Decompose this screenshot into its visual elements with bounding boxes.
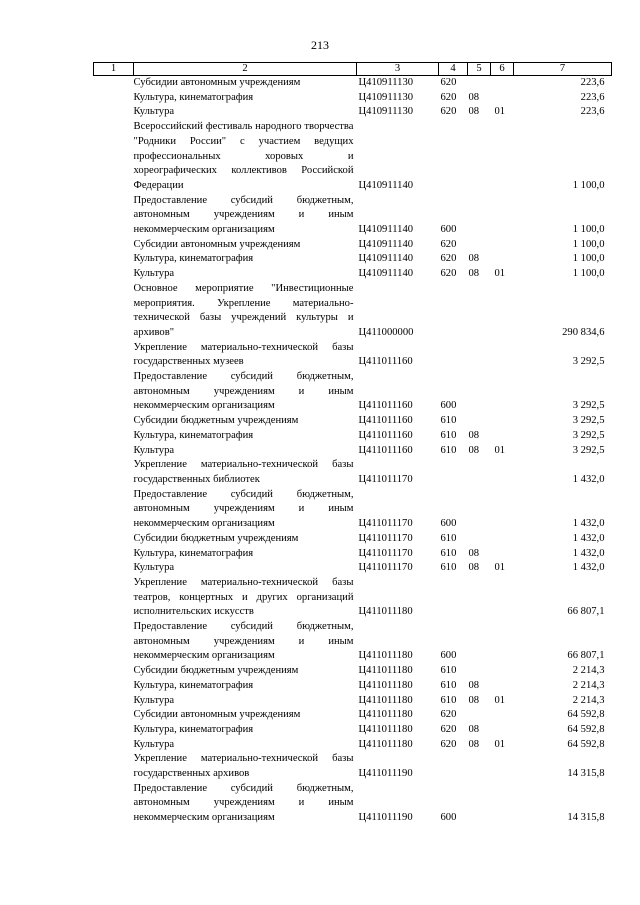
row-number-cell (94, 532, 134, 547)
amount-cell: 223,6 (580, 77, 605, 88)
target-code-cell: Ц410911140 (358, 253, 414, 265)
subsection-cell (491, 620, 514, 664)
subsection-cell (491, 370, 514, 414)
table-row (94, 679, 612, 694)
target-code-cell: Ц411011170 (358, 473, 413, 485)
row-name-cell: Субсидии автономным учреждениям (133, 77, 301, 88)
budget-table (93, 62, 612, 826)
amount-cell: 1 432,0 (572, 532, 605, 544)
target-code-cell: Ц411011180 (358, 650, 413, 662)
row-number-cell (94, 414, 134, 429)
table-row (94, 252, 612, 267)
section-cell: 08 (468, 253, 480, 265)
target-code-cell: Ц411011180 (358, 709, 413, 721)
table-row (94, 620, 612, 664)
amount-cell: 3 292,5 (572, 356, 605, 368)
row-name-cell: Культура, кинематография (133, 679, 254, 691)
expense-type-cell: 620 (440, 253, 457, 265)
table-row (94, 429, 612, 444)
section-cell: 08 (468, 547, 480, 559)
subsection-cell (491, 76, 514, 91)
row-name-cell: Укрепление материально-технической базы государственных музеев (133, 341, 354, 368)
target-code-cell: Ц411011170 (358, 532, 413, 544)
section-cell: 08 (468, 738, 480, 750)
section-cell (468, 664, 491, 679)
row-name-cell: Культура (133, 562, 175, 574)
amount-cell: 1 100,0 (572, 268, 605, 280)
row-name-cell: Предоставление субсидий бюджетным, автономным учреждениям и иным некоммерческим организациям (133, 782, 354, 824)
amount-cell: 64 592,8 (567, 738, 605, 750)
row-name-cell: Культура (133, 444, 175, 456)
table-row (94, 708, 612, 723)
row-name-cell: Культура, кинематография (133, 723, 254, 735)
expense-type-cell: 600 (440, 400, 457, 412)
expense-type-cell: 610 (440, 444, 457, 456)
target-code-cell: Ц411011190 (358, 812, 413, 824)
amount-cell: 1 432,0 (572, 547, 605, 559)
expense-type-cell: 600 (440, 224, 457, 236)
amount-cell: 1 100,0 (572, 253, 605, 265)
row-name-cell: Культура, кинематография (133, 547, 254, 559)
row-name-cell: Культура, кинематография (133, 253, 254, 265)
row-name-cell: Культура (133, 738, 175, 750)
section-cell (468, 76, 491, 91)
amount-cell: 1 432,0 (572, 562, 605, 574)
subsection-cell (491, 252, 514, 267)
subsection-cell (491, 429, 514, 444)
table-row (94, 752, 612, 781)
target-code-cell: Ц411000000 (358, 326, 414, 338)
row-number-cell (94, 341, 134, 370)
row-number-cell (94, 91, 134, 106)
row-number-cell (94, 576, 134, 620)
amount-cell: 3 292,5 (572, 429, 605, 441)
expense-type-cell (439, 120, 468, 194)
amount-cell: 66 807,1 (567, 650, 605, 662)
header-col-5: 5 (468, 63, 491, 76)
subsection-cell (491, 488, 514, 532)
section-cell: 08 (468, 694, 480, 706)
expense-type-cell: 610 (440, 547, 457, 559)
table-row (94, 282, 612, 341)
expense-type-cell: 620 (440, 91, 457, 103)
subsection-cell (491, 752, 514, 781)
row-number-cell (94, 267, 134, 282)
row-number-cell (94, 679, 134, 694)
subsection-cell (491, 576, 514, 620)
row-name-cell: Укрепление материально-технической базы государственных библиотек (133, 459, 354, 485)
table-row (94, 561, 612, 576)
amount-cell: 1 432,0 (572, 518, 605, 530)
subsection-cell (491, 532, 514, 547)
target-code-cell: Ц410911130 (358, 91, 414, 103)
row-name-cell: Субсидии бюджетным учреждениям (133, 415, 299, 427)
row-number-cell (94, 458, 134, 487)
target-code-cell: Ц411011160 (358, 444, 413, 456)
row-number-cell (94, 238, 134, 253)
amount-cell: 1 100,0 (572, 238, 605, 250)
subsection-cell: 01 (494, 106, 506, 118)
subsection-cell: 01 (494, 738, 506, 750)
subsection-cell: 01 (494, 562, 506, 574)
section-cell: 08 (468, 679, 480, 691)
expense-type-cell: 600 (440, 650, 457, 662)
header-col-3: 3 (357, 63, 439, 76)
header-col-7: 7 (514, 63, 612, 76)
expense-type-cell: 620 (440, 709, 457, 721)
subsection-cell: 01 (494, 444, 506, 456)
target-code-cell: Ц411011170 (358, 562, 413, 574)
subsection-cell (491, 194, 514, 238)
section-cell (468, 370, 491, 414)
row-name-cell: Укрепление материально-технической базы театров, концертных и других организаций исполнительских искусств (133, 576, 354, 618)
expense-type-cell: 620 (440, 738, 457, 750)
amount-cell: 1 100,0 (572, 179, 605, 191)
table-row (94, 782, 612, 826)
row-number-cell (94, 120, 134, 194)
table-row (94, 267, 612, 282)
subsection-cell (491, 708, 514, 723)
expense-type-cell (439, 341, 468, 370)
table-row (94, 370, 612, 414)
expense-type-cell: 610 (440, 694, 457, 706)
expense-type-cell (439, 282, 468, 341)
row-name-cell: Всероссийский фестиваль народного творчества "Родники России" с участием ведущих профессиональных хоровых и хореографических коллективов Российской Федерации (133, 121, 354, 191)
table-row (94, 664, 612, 679)
section-cell (468, 782, 491, 826)
amount-cell: 3 292,5 (572, 415, 605, 427)
target-code-cell: Ц411011180 (358, 738, 413, 750)
table-row (94, 91, 612, 106)
row-number-cell (94, 708, 134, 723)
header-col-4: 4 (439, 63, 468, 76)
target-code-cell: Ц411011170 (358, 547, 413, 559)
row-number-cell (94, 547, 134, 562)
target-code-cell: Ц411011160 (358, 400, 413, 412)
table-row (94, 341, 612, 370)
header-col-1: 1 (94, 63, 134, 76)
table-row (94, 76, 612, 91)
section-cell (468, 341, 491, 370)
target-code-cell: Ц411011180 (358, 694, 413, 706)
table-row (94, 414, 612, 429)
expense-type-cell: 610 (440, 665, 457, 677)
amount-cell: 14 315,8 (567, 768, 605, 780)
target-code-cell: Ц411011160 (358, 429, 413, 441)
table-row (94, 532, 612, 547)
row-number-cell (94, 738, 134, 753)
subsection-cell (491, 458, 514, 487)
row-name-cell: Предоставление субсидий бюджетным, автономным учреждениям и иным некоммерческим организациям (133, 194, 354, 236)
row-number-cell (94, 782, 134, 826)
target-code-cell: Ц411011180 (358, 723, 413, 735)
amount-cell: 1 432,0 (572, 473, 605, 485)
target-code-cell: Ц410911130 (358, 106, 414, 118)
header-col-6: 6 (491, 63, 514, 76)
row-number-cell (94, 194, 134, 238)
subsection-cell (491, 664, 514, 679)
target-code-cell: Ц410911140 (358, 268, 414, 280)
table-row (94, 444, 612, 459)
row-number-cell (94, 370, 134, 414)
row-name-cell: Культура (133, 268, 175, 280)
row-number-cell (94, 105, 134, 120)
target-code-cell: Ц411011180 (358, 606, 413, 618)
table-row (94, 576, 612, 620)
subsection-cell (491, 723, 514, 738)
subsection-cell (491, 782, 514, 826)
subsection-cell (491, 414, 514, 429)
section-cell (468, 194, 491, 238)
table-row (94, 194, 612, 238)
amount-cell: 64 592,8 (567, 723, 605, 735)
target-code-cell: Ц411011180 (358, 665, 413, 677)
expense-type-cell: 620 (440, 106, 457, 118)
subsection-cell (491, 91, 514, 106)
target-code-cell: Ц410911140 (358, 224, 414, 236)
row-name-cell: Субсидии автономным учреждениям (133, 709, 301, 721)
table-row (94, 238, 612, 253)
table-body (94, 76, 612, 826)
amount-cell: 2 214,3 (572, 694, 605, 706)
row-number-cell (94, 752, 134, 781)
subsection-cell (491, 547, 514, 562)
expense-type-cell: 620 (440, 723, 457, 735)
section-cell: 08 (468, 444, 480, 456)
target-code-cell: Ц411011160 (358, 356, 413, 368)
row-number-cell (94, 444, 134, 459)
target-code-cell: Ц410911140 (358, 238, 414, 250)
section-cell (468, 752, 491, 781)
row-name-cell: Культура (133, 694, 175, 706)
row-name-cell: Культура, кинематография (133, 91, 254, 103)
target-code-cell: Ц410911140 (358, 179, 414, 191)
amount-cell: 2 214,3 (572, 665, 605, 677)
table-row (94, 458, 612, 487)
subsection-cell (491, 238, 514, 253)
expense-type-cell: 620 (440, 238, 457, 250)
section-cell (468, 708, 491, 723)
amount-cell: 14 315,8 (567, 812, 605, 824)
subsection-cell: 01 (494, 694, 506, 706)
row-name-cell: Субсидии бюджетным учреждениям (133, 665, 299, 677)
subsection-cell (491, 120, 514, 194)
expense-type-cell: 610 (440, 429, 457, 441)
table-row (94, 694, 612, 709)
row-number-cell (94, 282, 134, 341)
page-number: 213 (311, 38, 329, 52)
row-name-cell: Предоставление субсидий бюджетным, автономным учреждениям и иным некоммерческим организациям (133, 488, 354, 530)
amount-cell: 66 807,1 (567, 606, 605, 618)
target-code-cell: Ц411011180 (358, 679, 413, 691)
section-cell: 08 (468, 268, 480, 280)
subsection-cell (491, 341, 514, 370)
amount-cell: 2 214,3 (572, 679, 605, 691)
expense-type-cell: 620 (440, 268, 457, 280)
table-header (94, 63, 612, 76)
expense-type-cell: 610 (440, 532, 457, 544)
expense-type-cell (439, 576, 468, 620)
section-cell: 08 (468, 106, 480, 118)
expense-type-cell: 600 (440, 812, 457, 824)
section-cell (468, 120, 491, 194)
target-code-cell: Ц411011170 (358, 518, 413, 530)
row-number-cell (94, 723, 134, 738)
section-cell: 08 (468, 91, 480, 103)
subsection-cell: 01 (494, 268, 506, 280)
amount-cell: 1 100,0 (572, 224, 605, 236)
row-number-cell (94, 429, 134, 444)
table-row (94, 738, 612, 753)
row-number-cell (94, 620, 134, 664)
amount-cell: 3 292,5 (572, 444, 605, 456)
section-cell (468, 282, 491, 341)
target-code-cell: Ц411011160 (358, 415, 413, 427)
row-name-cell: Укрепление материально-технической базы государственных архивов (133, 753, 354, 780)
table-row (94, 547, 612, 562)
row-number-cell (94, 488, 134, 532)
target-code-cell: Ц410911130 (358, 77, 414, 88)
target-code-cell: Ц411011190 (358, 768, 413, 780)
section-cell: 08 (468, 429, 480, 441)
expense-type-cell: 620 (440, 77, 457, 88)
subsection-cell (491, 282, 514, 341)
expense-type-cell (439, 458, 468, 487)
row-number-cell (94, 694, 134, 709)
section-cell (468, 414, 491, 429)
section-cell (468, 458, 491, 487)
row-name-cell: Культура (133, 106, 175, 118)
amount-cell: 3 292,5 (572, 400, 605, 412)
section-cell (468, 238, 491, 253)
expense-type-cell: 610 (440, 415, 457, 427)
amount-cell: 223,6 (580, 91, 605, 103)
expense-type-cell: 610 (440, 679, 457, 691)
expense-type-cell: 610 (440, 562, 457, 574)
row-name-cell: Предоставление субсидий бюджетным, автономным учреждениям и иным некоммерческим организациям (133, 371, 354, 412)
row-number-cell (94, 664, 134, 679)
row-name-cell: Основное мероприятие "Инвестиционные мероприятия. Укрепление материально-технической базы учреждений культуры и архивов" (133, 282, 354, 338)
header-row (94, 63, 612, 76)
header-col-2: 2 (134, 63, 357, 76)
row-name-cell: Предоставление субсидий бюджетным, автономным учреждениям и иным некоммерческим организациям (133, 621, 354, 662)
expense-type-cell: 600 (440, 518, 457, 530)
section-cell (468, 532, 491, 547)
table-row (94, 488, 612, 532)
row-name-cell: Культура, кинематография (133, 429, 254, 441)
amount-cell: 64 592,8 (567, 709, 605, 721)
row-number-cell (94, 76, 134, 91)
section-cell (468, 576, 491, 620)
row-name-cell: Субсидии бюджетным учреждениям (133, 532, 299, 544)
table-row (94, 120, 612, 194)
subsection-cell (491, 679, 514, 694)
row-number-cell (94, 561, 134, 576)
section-cell (468, 620, 491, 664)
table-row (94, 723, 612, 738)
expense-type-cell (439, 752, 468, 781)
section-cell: 08 (468, 723, 480, 735)
table-row (94, 105, 612, 120)
amount-cell: 290 834,6 (562, 326, 605, 338)
section-cell (468, 488, 491, 532)
row-number-cell (94, 252, 134, 267)
row-name-cell: Субсидии автономным учреждениям (133, 238, 301, 250)
amount-cell: 223,6 (580, 106, 605, 118)
section-cell: 08 (468, 562, 480, 574)
